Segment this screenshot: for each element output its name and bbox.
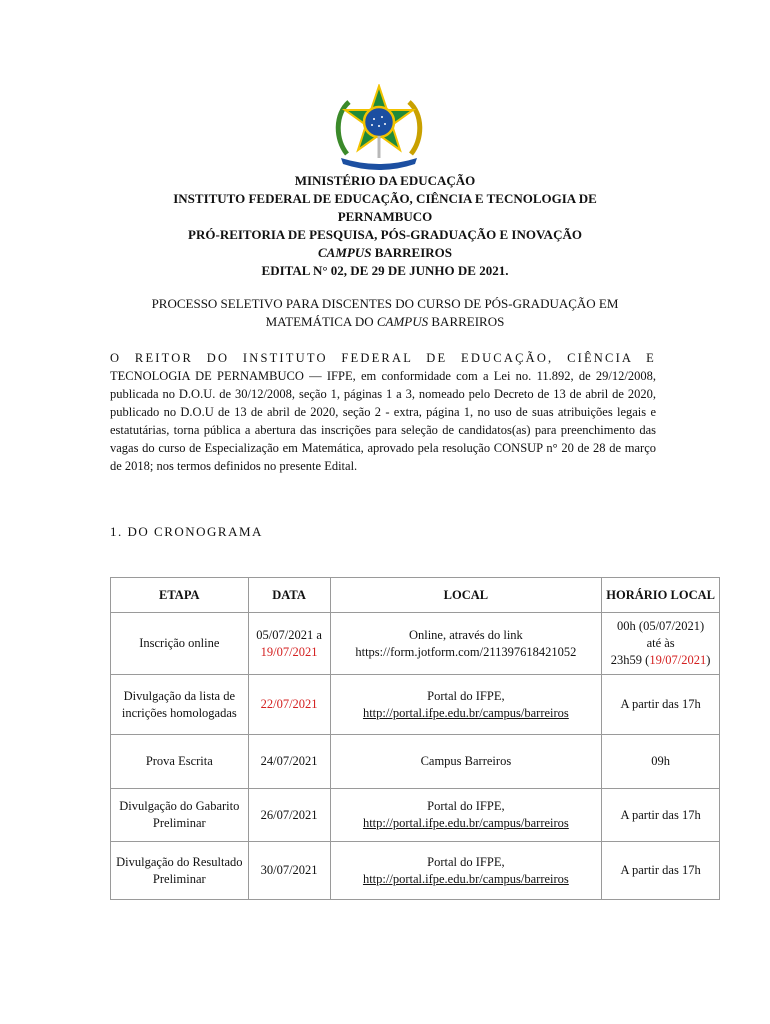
column-header: HORÁRIO LOCAL xyxy=(602,578,720,613)
section-title: 1. DO CRONOGRAMA xyxy=(110,524,263,539)
portal-link[interactable]: http://portal.ifpe.edu.br/campus/barreiros xyxy=(362,871,569,886)
form-link[interactable]: https://form.jotform.com/211397618421052 xyxy=(355,644,577,659)
column-header: LOCAL xyxy=(330,578,602,613)
column-header: DATA xyxy=(248,578,330,613)
schedule-table xyxy=(110,577,720,900)
institute-title-line2: PERNAMBUCO xyxy=(337,209,433,224)
column-header: ETAPA xyxy=(111,578,249,613)
table-row: Prova Escrita 24/07/2021 Campus Barreiros 09h xyxy=(111,735,720,789)
process-subtitle: PROCESSO SELETIVO PARA DISCENTES DO CURSO DE PÓS-GRADUAÇÃO EM MATEMÁTICA DO CAMPUS BARREIROS xyxy=(151,296,619,329)
edital-title: EDITAL N° 02, DE 29 DE JUNHO DE 2021. xyxy=(261,263,509,278)
ministry-title: MINISTÉRIO DA EDUCAÇÃO xyxy=(294,173,476,188)
table-header-row xyxy=(111,578,720,613)
portal-link[interactable]: http://portal.ifpe.edu.br/campus/barreiros xyxy=(362,816,569,830)
table-row: Divulgação da lista de incrições homologadas 22/07/2021 Portal do IFPE, http://portal.ifpe.edu.br/campus/barreiros A partir das 17h xyxy=(111,675,720,735)
office-title: PRÓ-REITORIA DE PESQUISA, PÓS-GRADUAÇÃO E INOVAÇÃO xyxy=(188,227,582,242)
intro-paragraph: O REITOR DO INSTITUTO FEDERAL DE EDUCAÇÃO, CIÊNCIA E TECNOLOGIA DE PERNAMBUCO — IFPE, em conformidade com a Lei no. 11.892, de 29/12/2008, publicada no D.O.U. de 30/12/2008, seção 1, páginas 1 a 3, nomeado pelo Decreto de 13 de abril de 2020, publicado no D.O.U de 13 de abril de 2020, seção 2 - extra, página 1, no uso de suas atribuições legais e estatutárias, torna pública a abertura das inscrições para seleção de candidatos(as) para preenchimento das vagas do curso de Especialização em Matemática, aprovado pela resolução CONSUP n° 20 de 28 de março de 2018; nos termos definidos no presente Edital. xyxy=(110,351,656,473)
document-header xyxy=(100,172,670,280)
table-row: Inscrição online 05/07/2021 a 19/07/2021 Online, através do link https://form.jotform.com/211397618421052 00h (05/07/2021) até às 23h59 (19/07/2021) xyxy=(111,613,720,675)
portal-link[interactable]: http://portal.ifpe.edu.br/campus/barreiros xyxy=(362,705,569,720)
table-row: Divulgação do Resultado Preliminar 30/07/2021 Portal do IFPE, http://portal.ifpe.edu.br/campus/barreiros A partir das 17h xyxy=(111,842,720,900)
campus-title: CAMPUS BARREIROS xyxy=(317,245,452,260)
brazil-coat-of-arms-icon xyxy=(327,84,431,172)
table-row: Divulgação do Gabarito Preliminar 26/07/2021 Portal do IFPE, http://portal.ifpe.edu.br/campus/barreiros A partir das 17h xyxy=(111,789,720,842)
institute-title-line1: INSTITUTO FEDERAL DE EDUCAÇÃO, CIÊNCIA E TECNOLOGIA DE xyxy=(173,191,597,206)
